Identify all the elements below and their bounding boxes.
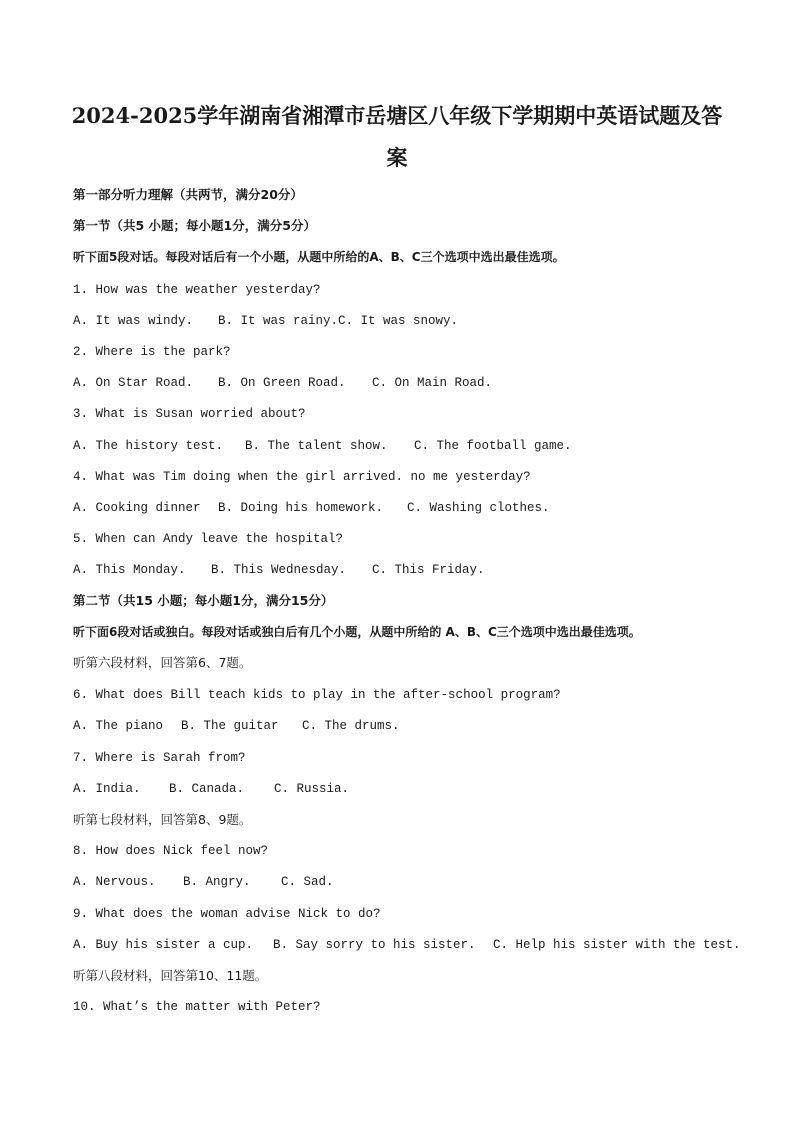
q7-option-b: B. Canada. xyxy=(169,782,245,796)
section1-instruction: 听下面5段对话。每段对话后有一个小题，从题中所给的A、B、C三个选项中选出最佳选项。 xyxy=(73,250,565,264)
q8-option-c: C. Sad. xyxy=(281,875,334,889)
question-4: 4. What was Tim doing when the girl arrived. no me yesterday? xyxy=(73,470,531,484)
q7-option-a: A. India. xyxy=(73,782,141,796)
q3-option-c: C. The football game. xyxy=(414,439,572,453)
q6-option-a: A. The piano xyxy=(73,719,164,733)
question-8: 8. How does Nick feel now? xyxy=(73,844,269,858)
q2-option-c: C. On Main Road. xyxy=(372,376,493,390)
q2-option-a: A. On Star Road. xyxy=(73,376,194,390)
section1-heading: 第一节（共5 小题；每小题1分，满分5分） xyxy=(73,218,316,233)
segment7-note: 听第七段材料，回答第8、9题。 xyxy=(73,812,252,827)
segment6-note: 听第六段材料，回答第6、7题。 xyxy=(73,655,252,670)
document-title-line-2: 案 xyxy=(386,145,408,170)
q1-option-b: B. It was rainy. xyxy=(218,314,339,328)
q1-option-a: A. It was windy. xyxy=(73,314,194,328)
section2-instruction: 听下面6段对话或独白。每段对话或独白后有几个小题，从题中所给的 A、B、C三个选项中选出最佳选项。 xyxy=(73,625,641,639)
q1-option-c: C. It was snowy. xyxy=(338,314,459,328)
question-2: 2. Where is the park? xyxy=(73,345,231,359)
document-title-line-1: 2024-2025学年湖南省湘潭市岳塘区八年级下学期期中英语试题及答 xyxy=(71,103,723,128)
section2-heading: 第二节（共15 小题；每小题1分，满分15分） xyxy=(73,593,334,608)
q8-option-a: A. Nervous. xyxy=(73,875,156,889)
q5-option-a: A. This Monday. xyxy=(73,563,186,577)
question-6: 6. What does Bill teach kids to play in the after-school program? xyxy=(73,688,561,702)
q8-option-b: B. Angry. xyxy=(183,875,251,889)
q6-option-c: C. The drums. xyxy=(302,719,400,733)
q4-option-b: B. Doing his homework. xyxy=(218,501,384,515)
q9-option-a: A. Buy his sister a cup. xyxy=(73,938,254,952)
question-10: 10. What’s the matter with Peter? xyxy=(73,1000,321,1014)
q3-option-a: A. The history test. xyxy=(73,439,224,453)
q4-option-c: C. Washing clothes. xyxy=(407,501,550,515)
q6-option-b: B. The guitar xyxy=(181,719,279,733)
question-9: 9. What does the woman advise Nick to do? xyxy=(73,907,381,921)
q5-option-c: C. This Friday. xyxy=(372,563,485,577)
q2-option-b: B. On Green Road. xyxy=(218,376,346,390)
q9-option-c: C. Help his sister with the test. xyxy=(493,938,741,952)
q4-option-a: A. Cooking dinner xyxy=(73,501,201,515)
q5-option-b: B. This Wednesday. xyxy=(211,563,347,577)
segment8-note: 听第八段材料，回答第10、11题。 xyxy=(73,968,268,983)
question-3: 3. What is Susan worried about? xyxy=(73,407,306,421)
part1-heading: 第一部分听力理解（共两节，满分20分） xyxy=(73,187,303,202)
question-7: 7. Where is Sarah from? xyxy=(73,751,246,765)
q9-option-b: B. Say sorry to his sister. xyxy=(273,938,476,952)
q3-option-b: B. The talent show. xyxy=(245,439,388,453)
q7-option-c: C. Russia. xyxy=(274,782,350,796)
question-5: 5. When can Andy leave the hospital? xyxy=(73,532,344,546)
question-1: 1. How was the weather yesterday? xyxy=(73,283,321,297)
